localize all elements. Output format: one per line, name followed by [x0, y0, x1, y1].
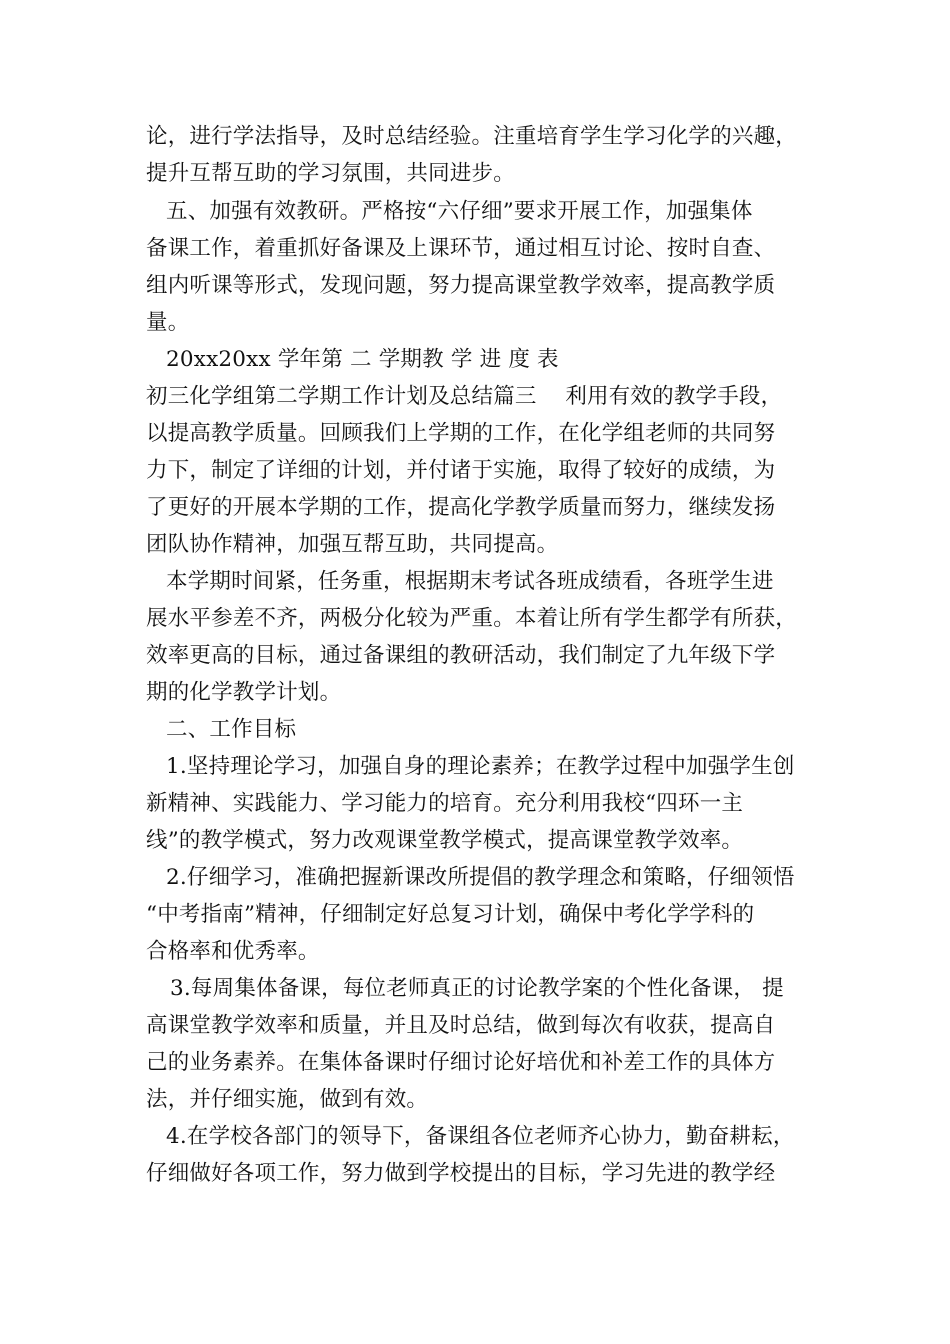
- list-item-start-line: 3.每周集体备课，每位老师真正的讨论教学案的个性化备课， 提: [170, 976, 784, 1001]
- text-line: 量。: [146, 310, 190, 335]
- text-line: “中考指南”精神，仔细制定好总复习计划，确保中考化学学科的: [146, 902, 755, 927]
- text-line: 了更好的开展本学期的工作，提高化学教学质量而努力，继续发扬: [146, 495, 776, 520]
- text-line: 备课工作，着重抓好备课及上课环节，通过相互讨论、按时自查、: [146, 236, 776, 261]
- text-line: 论，进行学法指导，及时总结经验。注重培育学生学习化学的兴趣，: [146, 124, 798, 149]
- text-line: 组内听课等形式，发现问题，努力提高课堂教学效率，提高教学质: [146, 273, 776, 298]
- text-line: 期的化学教学计划。: [146, 680, 342, 705]
- section-heading-line: 初三化学组第二学期工作计划及总结篇三 利用有效的教学手段，: [146, 384, 783, 409]
- list-item-start-line: 1.坚持理论学习，加强自身的理论素养；在教学过程中加强学生创: [166, 754, 795, 779]
- text-line: 提升互帮互助的学习氛围，共同进步。: [146, 161, 515, 186]
- list-item-start-line: 4.在学校各部门的领导下，备课组各位老师齐心协力，勤奋耕耘，: [166, 1124, 795, 1149]
- text-line: 线”的教学模式，努力改观课堂教学模式，提高课堂教学效率。: [146, 828, 744, 853]
- text-line: 以提高教学质量。回顾我们上学期的工作，在化学组老师的共同努: [146, 421, 776, 446]
- text-line: 己的业务素养。在集体备课时仔细讨论好培优和补差工作的具体方: [146, 1050, 776, 1075]
- text-line: 法，并仔细实施，做到有效。: [146, 1087, 429, 1112]
- text-line: 仔细做好各项工作，努力做到学校提出的目标，学习先进的教学经: [146, 1161, 776, 1186]
- list-item-start-line: 2.仔细学习，准确把握新课改所提倡的教学理念和策略，仔细领悟: [166, 865, 795, 890]
- text-line: 新精神、实践能力、学习能力的培育。充分利用我校“四环一主: [146, 791, 744, 816]
- paragraph-start-line: 五、加强有效教研。严格按“六仔细”要求开展工作，加强集体: [166, 199, 753, 224]
- text-line: 力下，制定了详细的计划，并付诸于实施，取得了较好的成绩，为: [146, 458, 776, 483]
- schedule-title: 20xx20xx 学年第 二 学期教 学 进 度 表: [166, 347, 559, 372]
- text-line: 展水平参差不齐，两极分化较为严重。本着让所有学生都学有所获，: [146, 606, 798, 631]
- section-heading: 二、工作目标: [166, 717, 297, 742]
- text-line: 高课堂教学效率和质量，并且及时总结，做到每次有收获，提高自: [146, 1013, 776, 1038]
- text-line: 合格率和优秀率。: [146, 939, 320, 964]
- paragraph-start-line: 本学期时间紧，任务重，根据期末考试各班成绩看，各班学生进: [166, 569, 774, 594]
- text-line: 效率更高的目标，通过备课组的教研活动，我们制定了九年级下学: [146, 643, 776, 668]
- text-line: 团队协作精神，加强互帮互助，共同提高。: [146, 532, 559, 557]
